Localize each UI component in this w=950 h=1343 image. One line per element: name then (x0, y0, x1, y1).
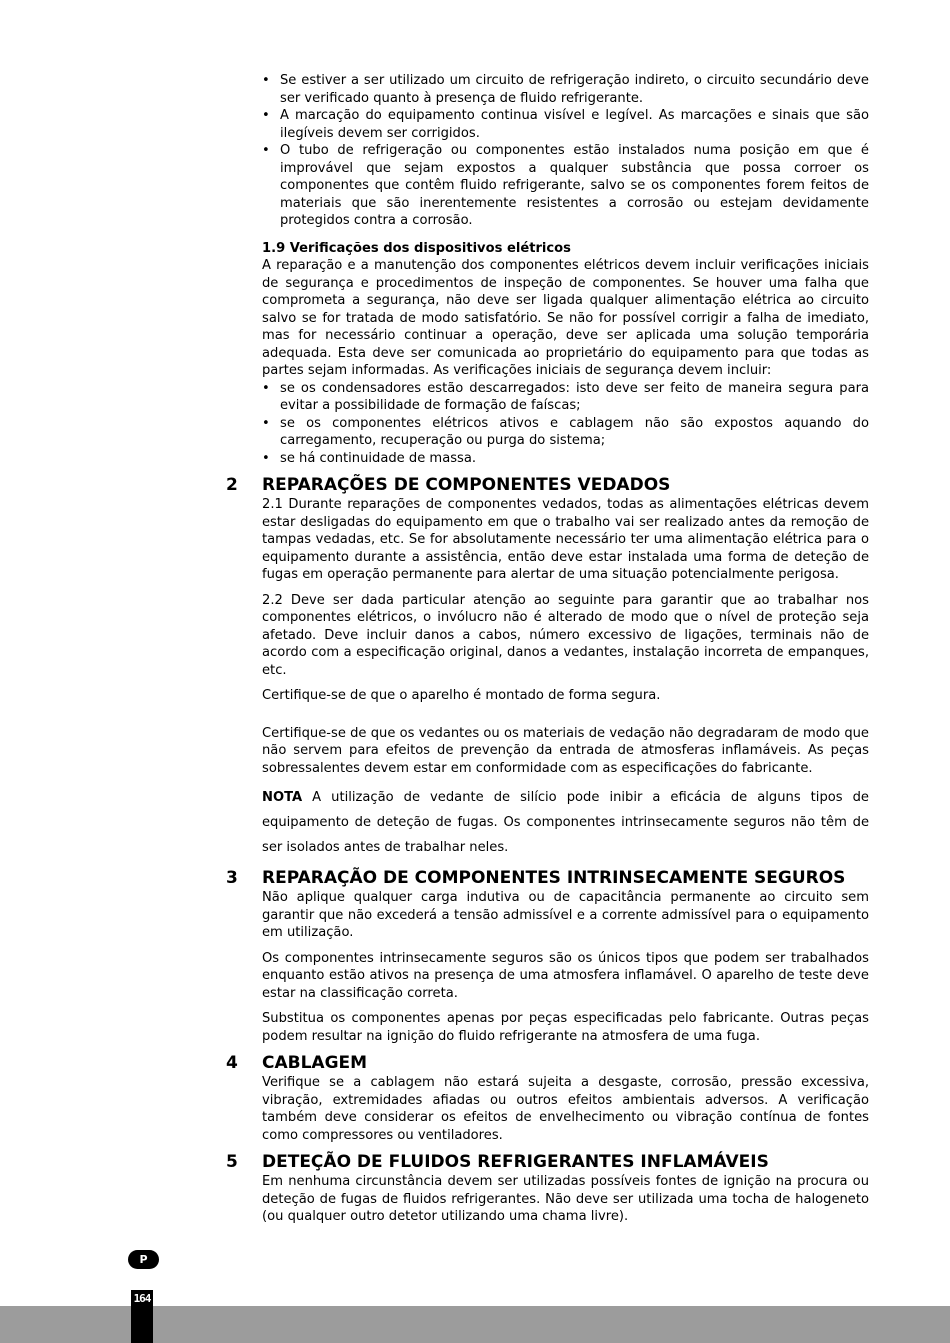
list-item: • se os componentes elétricos ativos e cablagem não são expostos aquando do carregamento, recuperação ou purga do sistema; (262, 415, 869, 450)
list-item: • se há continuidade de massa. (262, 450, 869, 468)
list-item: • Se estiver a ser utilizado um circuito de refrigeração indireto, o circuito secundário deve ser verificado quanto à presença de fluido refrigerante. (262, 72, 869, 107)
paragraph: Certifique-se de que os vedantes ou os materiais de vedação não degradaram de modo que não servem para efeitos de prevenção da entrada de atmosferas inflamáveis. As peças sobressalentes devem estar em conformidade com as especificações do fabricante. (262, 725, 869, 776)
note-label: NOTA (262, 790, 303, 805)
section-4 (226, 1052, 869, 1144)
language-badge: P (128, 1250, 159, 1269)
section-title: REPARAÇÃO DE COMPONENTES INTRINSECAMENTE SEGUROS (262, 868, 846, 888)
paragraph: Não aplique qualquer carga indutiva ou de capacitância permanente ao circuito sem garantir que não excederá a tensão admissível e a corrente admissível para o equipamento em utilização. (262, 890, 869, 940)
section-number: 5 (226, 1152, 238, 1172)
paragraph: 2.2 Deve ser dada particular atenção ao seguinte para garantir que ao trabalhar nos componentes elétricos, o invólucro não é alterado de modo que o nível de proteção seja afetado. Deve incluir danos a cabos, número excessivo de ligações, terminais não de acordo com a especificação original, danos a vedantes, instalação incorreta de empanques, etc. (262, 592, 869, 678)
note-text: A utilização de vedante de silício pode inibir a eficácia de alguns tipos de equipamento de deteção de fugas. Os componentes intrinsecamente seguros não têm de ser isolados antes de trabalhar neles. (262, 790, 869, 855)
safety-checks-list (262, 380, 869, 468)
section-number: 2 (226, 475, 238, 495)
section-number: 4 (226, 1053, 238, 1073)
section-2 (226, 474, 869, 860)
subsection-title: 1.9 Verificações dos dispositivos elétricos (262, 240, 571, 256)
note-paragraph (262, 785, 869, 860)
paragraph: Substitua os componentes apenas por peças especificadas pelo fabricante. Outras peças podem resultar na ignição do fluido refrigerante na atmosfera de uma fuga. (262, 1011, 869, 1044)
section-title: REPARAÇÕES DE COMPONENTES VEDADOS (262, 475, 671, 495)
list-item: • A marcação do equipamento continua visível e legível. As marcações e sinais que são ilegíveis devem ser corrigidos. (262, 107, 869, 142)
paragraph: Os componentes intrinsecamente seguros são os únicos tipos que podem ser trabalhados enquanto estão ativos na presença de uma atmosfera inflamável. O aparelho de teste deve estar na classificação correta. (262, 950, 869, 1001)
paragraph: 2.1 Durante reparações de componentes vedados, todas as alimentações elétricas devem estar desligadas do equipamento em que o trabalho vai ser realizado antes da remoção de tampas vedadas, etc. Se for absolutamente necessário ter uma alimentação elétrica para o equipamento durante a assistência, então deve estar instalada uma forma de deteção de fugas em operação permanente para alertar de uma situação potencialmente perigosa. (262, 497, 869, 582)
intro-bullet-list (262, 72, 869, 230)
section-title: CABLAGEM (262, 1053, 368, 1073)
list-item: • O tubo de refrigeração ou componentes estão instalados numa posição em que é improvável que sejam expostos a qualquer substância que possa corroer os componentes que contêm fluido refrigerante, salvo se os componentes forem feitos de materiais que são inerentemente resistentes a corrosão ou estejam devidamente protegidos contra a corrosão. (262, 142, 869, 230)
list-item: • se os condensadores estão descarregados: isto deve ser feito de maneira segura para evitar a possibilidade de formação de faíscas; (262, 380, 869, 415)
page-number: 164 (133, 1292, 151, 1305)
paragraph: A reparação e a manutenção dos componentes elétricos devem incluir verificações iniciais de segurança e procedimentos de inspeção de componentes. Se houver uma falha que comprometa a segurança, não deve ser ligada qualquer alimentação elétrica ao circuito salvo se for tratada de modo satisfatório. Se não for possível corrigir a falha de imediato, mas for necessário continuar a operação, deve ser aplicada uma solução temporária adequada. Esta deve ser comunicada ao proprietário do equipamento para que todas as partes sejam informadas. As verificações iniciais de segurança devem incluir: (262, 258, 869, 378)
paragraph: Certifique-se de que o aparelho é montado de forma segura. (262, 688, 661, 703)
paragraph: Verifique se a cablagem não estará sujeita a desgaste, corrosão, pressão excessiva, vibração, extremidades afiadas ou outros efeitos ambientais adversos. A verificação também deve considerar os efeitos de envelhecimento ou vibração contínua de fontes como compressores ou ventiladores. (262, 1075, 869, 1143)
page-content (226, 72, 869, 1226)
section-3 (226, 867, 869, 1045)
section-number: 3 (226, 868, 238, 888)
paragraph: Em nenhuma circunstância devem ser utilizadas possíveis fontes de ignição na procura ou deteção de fugas de fluidos refrigerantes. Não deve ser utilizada uma tocha de halogeneto (ou qualquer outro detetor utilizando uma chama livre). (262, 1174, 869, 1224)
section-title: DETEÇÃO DE FLUIDOS REFRIGERANTES INFLAMÁVEIS (262, 1152, 769, 1172)
section-5 (226, 1151, 869, 1226)
